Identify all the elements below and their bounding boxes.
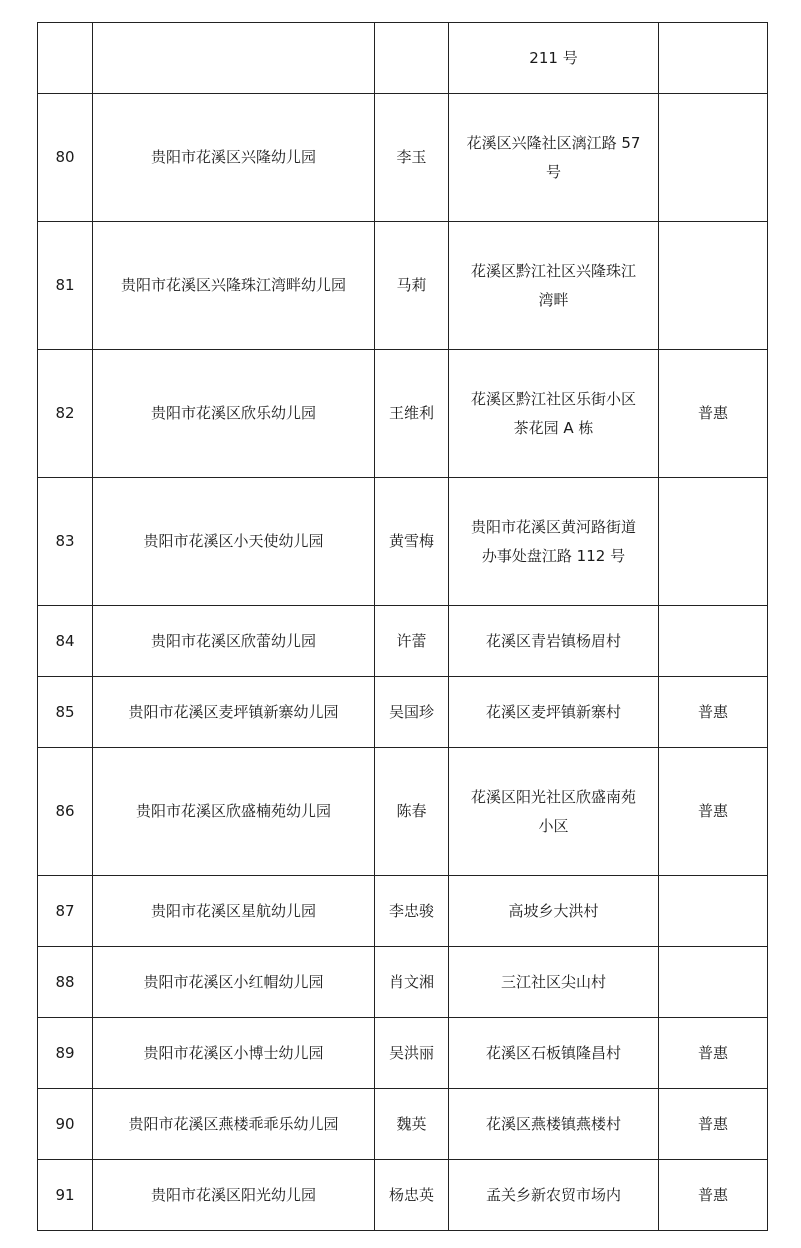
table-row — [38, 876, 768, 947]
type-badge — [659, 606, 768, 677]
kindergarten-name: 贵阳市花溪区欣乐幼儿园 — [93, 350, 375, 478]
row-number: 91 — [38, 1160, 93, 1231]
row-number: 85 — [38, 677, 93, 748]
address-line: 花溪区石板镇隆昌村 — [485, 1043, 621, 1062]
address-cell — [449, 478, 659, 606]
table-row — [38, 478, 768, 606]
kindergarten-name: 贵阳市花溪区小天使幼儿园 — [93, 478, 375, 606]
type-badge — [659, 222, 768, 350]
kindergarten-table — [37, 22, 768, 1231]
address-line: 211 号 — [529, 48, 578, 67]
type-badge — [659, 23, 768, 94]
address-line: 花溪区青岩镇杨眉村 — [485, 631, 621, 650]
table-row — [38, 947, 768, 1018]
principal-name: 肖文湘 — [375, 947, 449, 1018]
row-number: 82 — [38, 350, 93, 478]
kindergarten-name: 贵阳市花溪区星航幼儿园 — [93, 876, 375, 947]
table-row — [38, 350, 768, 478]
type-badge — [659, 94, 768, 222]
principal-name: 吴洪丽 — [375, 1018, 449, 1089]
address-cell — [449, 876, 659, 947]
kindergarten-name: 贵阳市花溪区麦坪镇新寨幼儿园 — [93, 677, 375, 748]
type-badge: 普惠 — [659, 350, 768, 478]
type-badge: 普惠 — [659, 748, 768, 876]
row-number: 89 — [38, 1018, 93, 1089]
row-number: 80 — [38, 94, 93, 222]
row-number: 87 — [38, 876, 93, 947]
address-cell — [449, 1018, 659, 1089]
address-line: 孟关乡新农贸市场内 — [485, 1185, 621, 1204]
table-row — [38, 222, 768, 350]
table-row — [38, 748, 768, 876]
address-line: 花溪区兴隆社区漓江路 57 — [466, 133, 641, 152]
address-line: 高坡乡大洪村 — [508, 901, 599, 920]
address-cell — [449, 23, 659, 94]
kindergarten-name: 贵阳市花溪区欣蕾幼儿园 — [93, 606, 375, 677]
principal-name: 魏英 — [375, 1089, 449, 1160]
kindergarten-name: 贵阳市花溪区小博士幼儿园 — [93, 1018, 375, 1089]
type-badge: 普惠 — [659, 677, 768, 748]
type-badge — [659, 947, 768, 1018]
table-row — [38, 1160, 768, 1231]
table-row — [38, 606, 768, 677]
row-number: 84 — [38, 606, 93, 677]
address-cell — [449, 1089, 659, 1160]
address-line: 办事处盘江路 112 号 — [481, 546, 626, 565]
address-line: 小区 — [538, 816, 569, 835]
kindergarten-name: 贵阳市花溪区燕楼乖乖乐幼儿园 — [93, 1089, 375, 1160]
kindergarten-name: 贵阳市花溪区小红帽幼儿园 — [93, 947, 375, 1018]
row-number — [38, 23, 93, 94]
kindergarten-name: 贵阳市花溪区兴隆珠江湾畔幼儿园 — [93, 222, 375, 350]
table-row — [38, 677, 768, 748]
row-number: 88 — [38, 947, 93, 1018]
address-cell — [449, 748, 659, 876]
address-line: 号 — [545, 162, 561, 181]
row-number: 90 — [38, 1089, 93, 1160]
row-number: 83 — [38, 478, 93, 606]
principal-name: 吴国珍 — [375, 677, 449, 748]
address-cell — [449, 350, 659, 478]
address-line: 花溪区阳光社区欣盛南苑 — [470, 787, 636, 806]
table-row — [38, 1018, 768, 1089]
table-row — [38, 94, 768, 222]
address-line: 花溪区燕楼镇燕楼村 — [485, 1114, 621, 1133]
principal-name: 李玉 — [375, 94, 449, 222]
type-badge: 普惠 — [659, 1018, 768, 1089]
address-cell — [449, 947, 659, 1018]
type-badge — [659, 478, 768, 606]
principal-name: 李忠骏 — [375, 876, 449, 947]
address-cell — [449, 94, 659, 222]
kindergarten-name: 贵阳市花溪区欣盛楠苑幼儿园 — [93, 748, 375, 876]
principal-name: 王维利 — [375, 350, 449, 478]
table-row — [38, 1089, 768, 1160]
address-line: 花溪区黔江社区乐街小区 — [470, 389, 636, 408]
address-line: 贵阳市花溪区黄河路街道 — [470, 517, 636, 536]
principal-name: 陈春 — [375, 748, 449, 876]
row-number: 86 — [38, 748, 93, 876]
address-cell — [449, 677, 659, 748]
principal-name: 马莉 — [375, 222, 449, 350]
type-badge — [659, 876, 768, 947]
principal-name: 黄雪梅 — [375, 478, 449, 606]
address-cell — [449, 1160, 659, 1231]
type-badge: 普惠 — [659, 1089, 768, 1160]
row-number: 81 — [38, 222, 93, 350]
address-line: 花溪区麦坪镇新寨村 — [485, 702, 621, 721]
address-line: 茶花园 A 栋 — [513, 418, 594, 437]
address-cell — [449, 606, 659, 677]
principal-name: 杨忠英 — [375, 1160, 449, 1231]
principal-name — [375, 23, 449, 94]
kindergarten-name: 贵阳市花溪区兴隆幼儿园 — [93, 94, 375, 222]
address-cell — [449, 222, 659, 350]
principal-name: 许蕾 — [375, 606, 449, 677]
kindergarten-name: 贵阳市花溪区阳光幼儿园 — [93, 1160, 375, 1231]
address-line: 花溪区黔江社区兴隆珠江 — [470, 261, 636, 280]
type-badge: 普惠 — [659, 1160, 768, 1231]
address-line: 三江社区尖山村 — [500, 972, 606, 991]
kindergarten-name — [93, 23, 375, 94]
table-row — [38, 23, 768, 94]
address-line: 湾畔 — [538, 290, 569, 309]
